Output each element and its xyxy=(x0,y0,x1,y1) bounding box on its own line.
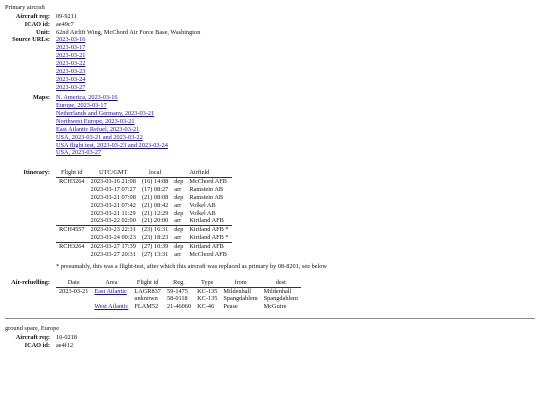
col-header: Type xyxy=(194,279,220,287)
itinerary-row xyxy=(56,186,232,194)
icao-label: ICAO id: xyxy=(24,20,50,28)
local-cell: (27) 13:31 xyxy=(141,250,169,258)
itinerary-table xyxy=(56,169,232,258)
map-link[interactable]: East Atlantic Refuel, 2023-03-21 xyxy=(56,125,140,133)
itinerary-row xyxy=(56,234,232,242)
utc-cell: 2023-03-21 07:08 xyxy=(90,193,136,201)
map-link[interactable]: USA flight test, 2023-03-23 and 2023-03-24 xyxy=(56,141,168,149)
map-link[interactable]: Europe, 2023-03-17 xyxy=(56,102,107,110)
flight-id-cell: RCH3264 xyxy=(56,243,88,251)
utc-cell: 2023-03-23 22:31 xyxy=(88,226,139,234)
source-link[interactable]: 2023-03-22 xyxy=(56,60,86,68)
refuel-row xyxy=(56,287,301,295)
itinerary-row xyxy=(56,202,232,210)
col-header: Date xyxy=(56,279,91,287)
spare-icao-label: ICAO id: xyxy=(24,341,50,349)
utc-cell: 2023-03-16 21:08 xyxy=(90,178,136,186)
source-link[interactable]: 2023-03-23 xyxy=(56,67,86,75)
airfield-cell: McChord AFB xyxy=(189,250,227,258)
refuel-header-row xyxy=(56,279,301,287)
type-cell: KC-135 xyxy=(197,287,218,295)
page xyxy=(5,4,535,350)
source-urls-label: Source URLs: xyxy=(12,36,50,44)
itinerary-header-row xyxy=(56,169,232,177)
icao-row xyxy=(5,21,535,29)
itinerary-row xyxy=(56,243,232,251)
airfield-cell: Kirtland AFB * xyxy=(189,234,229,242)
utc-cell: 2023-03-21 11:29 xyxy=(90,209,136,217)
itinerary-block xyxy=(56,169,535,270)
col-header: Airfield xyxy=(186,169,231,177)
source-link[interactable]: 2023-03-21 xyxy=(56,52,86,60)
airfield-cell: Volkel AB xyxy=(189,201,216,209)
source-link[interactable]: 2023-03-17 xyxy=(56,44,86,52)
spare-reg-row xyxy=(5,334,535,342)
flight-id-cell: FLAM52 xyxy=(134,303,159,311)
unit-row xyxy=(5,29,535,37)
icao-value: ae49c7 xyxy=(56,20,74,28)
area-link[interactable]: West Atlantic xyxy=(94,303,129,311)
spare-icao-row xyxy=(5,342,535,350)
flight-id-cell xyxy=(56,202,88,210)
itinerary-label: Itinerary: xyxy=(23,169,50,177)
airfield-cell: Ramstein AB xyxy=(189,186,224,194)
type-cell: KC-135 xyxy=(197,295,218,303)
flight-id-cell xyxy=(56,194,88,202)
col-header: Reg. xyxy=(164,279,194,287)
local-cell: (21) 20:00 xyxy=(141,217,169,225)
area-cell xyxy=(91,303,131,311)
utc-cell: 2023-03-24 00:23 xyxy=(90,234,136,242)
local-cell: (21) 08:42 xyxy=(141,201,169,209)
dep-arr-cell: arr xyxy=(174,201,182,209)
maps-row xyxy=(5,94,535,157)
local-cell: (27) 10:39 xyxy=(139,243,171,251)
source-urls-list xyxy=(56,36,535,91)
dep-arr-cell: arr xyxy=(174,234,182,242)
from-cell: Mildenhall xyxy=(223,287,252,295)
local-cell: (16) 14:08 xyxy=(141,178,169,186)
dep-arr-cell: dep xyxy=(174,178,184,186)
refuel-label: Air-refuelling: xyxy=(11,278,50,286)
source-link[interactable]: 2023-03-27 xyxy=(56,83,86,91)
local-cell: (17) 08:27 xyxy=(141,186,169,194)
dep-arr-cell: arr xyxy=(174,250,182,258)
maps-list xyxy=(56,94,535,157)
spare-icao-value: ae4f12 xyxy=(56,341,74,349)
itinerary-row xyxy=(56,217,232,225)
itinerary-body xyxy=(56,178,232,259)
primary-section-title: Primary aircraft xyxy=(5,4,46,11)
area-cell xyxy=(91,287,131,295)
map-link[interactable]: USA, 2023-03-21 and 2023-03-22 xyxy=(56,133,143,141)
local-cell: (23) 18:23 xyxy=(141,234,169,242)
col-header: Flight id xyxy=(56,169,88,177)
itinerary-row xyxy=(56,194,232,202)
itinerary-row xyxy=(56,226,232,234)
airfield-cell: Ramstein AB xyxy=(189,193,224,201)
date-cell xyxy=(56,303,91,311)
col-header xyxy=(171,169,186,177)
flight-id-cell: RCH3264 xyxy=(59,178,85,186)
refuel-table xyxy=(56,279,301,311)
flight-id-cell xyxy=(56,210,88,218)
airfield-cell: Volkel AB xyxy=(189,209,216,217)
dest-cell: Mildenhall xyxy=(263,287,292,295)
source-urls-row xyxy=(5,36,535,91)
col-header: Flight id xyxy=(131,279,164,287)
refuel-row xyxy=(5,279,535,311)
flight-id-cell xyxy=(56,217,88,225)
col-header: local xyxy=(139,169,171,177)
flight-id-cell: RCH4557 xyxy=(56,226,88,234)
flight-id-cell xyxy=(56,234,88,242)
spare-section-title: ground spare, Europe xyxy=(5,325,60,333)
refuel-block xyxy=(56,279,535,311)
flight-id-cell xyxy=(56,186,88,194)
utc-cell: 2023-03-17 07:27 xyxy=(90,186,136,194)
area-cell xyxy=(91,295,131,303)
unit-label: Unit: xyxy=(36,28,50,36)
map-link[interactable]: N. America, 2023-03-16 xyxy=(56,94,118,102)
from-cell: Pease xyxy=(223,303,238,311)
dest-cell: Spangdahlem xyxy=(263,295,298,303)
source-link[interactable]: 2023-03-24 xyxy=(56,75,86,83)
itinerary-note: * presumably, this was a flight-test, after which this aircraft was replaced as primary by 08-8201, see below xyxy=(56,262,327,270)
airfield-cell: Kirtland AFB xyxy=(189,217,224,225)
col-header: Area xyxy=(91,279,131,287)
itinerary-row xyxy=(5,169,535,270)
local-cell: (21) 12:29 xyxy=(141,209,169,217)
flight-id-cell: unknown xyxy=(134,295,158,303)
area-link[interactable]: East Atlantic xyxy=(94,287,127,295)
refuel-row xyxy=(56,295,301,303)
maps-label: Maps: xyxy=(32,94,50,102)
aircraft-reg-value: 09-9211 xyxy=(56,12,77,20)
flight-id-cell xyxy=(56,251,88,259)
from-cell: Spangdahlem xyxy=(223,295,258,303)
spare-reg-value: 10-0218 xyxy=(56,333,77,341)
source-link[interactable]: 2023-03-16 xyxy=(56,36,86,44)
itinerary-row xyxy=(56,210,232,218)
refuel-body xyxy=(56,287,301,311)
col-header: from xyxy=(220,279,260,287)
utc-cell: 2023-03-22 02:00 xyxy=(90,217,136,225)
utc-cell: 2023-03-21 07:42 xyxy=(90,201,136,209)
reg-cell: 21-46060 xyxy=(166,303,192,311)
aircraft-reg-row xyxy=(5,13,535,21)
airfield-cell: McChord AFB xyxy=(189,178,227,186)
dep-arr-cell: dep xyxy=(174,193,184,201)
itinerary-row xyxy=(56,251,232,259)
local-cell: (23) 16:31 xyxy=(139,226,171,234)
airfield-cell: Kirtland AFB * xyxy=(186,226,231,234)
dep-arr-cell: dep xyxy=(171,243,186,251)
flight-id-cell: LAGR837 xyxy=(134,287,161,295)
col-header: dest xyxy=(261,279,301,287)
dep-arr-cell: dep xyxy=(171,226,186,234)
reg-cell: 59-1475 xyxy=(166,287,188,295)
reg-cell: 58-0118 xyxy=(166,295,188,303)
map-link[interactable]: USA, 2023-03-27 xyxy=(56,149,102,157)
dep-arr-cell: arr xyxy=(174,217,182,225)
utc-cell: 2023-03-27 20:31 xyxy=(90,250,136,258)
map-link[interactable]: Netherlands and Germany, 2023-03-21 xyxy=(56,110,155,118)
dep-arr-cell: dep xyxy=(174,209,184,217)
refuel-row xyxy=(56,303,301,311)
dep-arr-cell: arr xyxy=(174,186,182,194)
dest-cell: McGuire xyxy=(263,303,287,311)
section-divider xyxy=(5,318,535,319)
utc-cell: 2023-03-27 17:39 xyxy=(88,243,139,251)
col-header: UTC/GMT xyxy=(88,169,139,177)
airfield-cell: Kirtland AFB xyxy=(186,243,231,251)
spare-reg-label: Aircraft reg: xyxy=(15,333,50,341)
map-link[interactable]: Northwest Europe, 2023-03-21 xyxy=(56,118,135,126)
itinerary-row xyxy=(56,178,232,186)
local-cell: (21) 08:08 xyxy=(141,193,169,201)
date-cell: 2023-03-21 xyxy=(59,287,89,295)
type-cell: KC-46 xyxy=(197,303,215,311)
date-cell xyxy=(56,295,91,303)
aircraft-reg-label: Aircraft reg: xyxy=(15,12,50,20)
unit-value: 62nd Airlift Wing, McChord Air Force Base, Washington xyxy=(56,28,201,36)
